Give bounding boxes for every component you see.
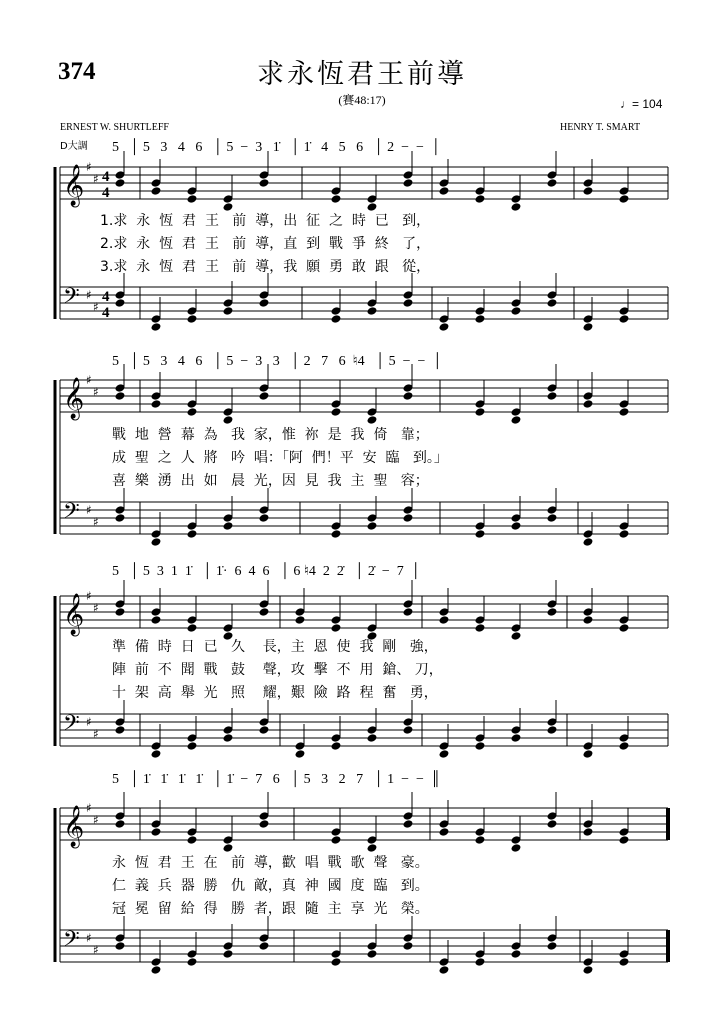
bass-note — [367, 949, 378, 959]
sharp-sign: ♯ — [93, 385, 99, 399]
bass-note — [151, 749, 162, 759]
treble-note — [151, 399, 162, 409]
bass-note — [403, 513, 414, 523]
lyric-line-2-verse-3: 喜 樂 湧 出 如 晨 光，因 見 我 主 聖 容； — [112, 473, 429, 489]
bass-note — [223, 306, 234, 316]
treble-note — [511, 843, 522, 853]
bass-note — [511, 733, 522, 743]
treble-note — [187, 194, 198, 204]
treble-note — [115, 178, 126, 188]
lyric-line-1-verse-2: 2.求 永 恆 君 王 前 導，直 到 戰 爭 終 了， — [100, 236, 431, 252]
treble-note — [115, 391, 126, 401]
jianpu-line-3: 5 │ 5 3 1 1̇ │ 1̇· 6 4 6 │ 6 ♮4 2 2̇ │ 2̇ − 7 │ — [112, 564, 421, 579]
treble-note — [547, 819, 558, 829]
scripture-reference: (賽48:17) — [338, 93, 386, 107]
time-signature: 4 — [102, 305, 110, 321]
treble-note — [475, 194, 486, 204]
treble-note — [331, 623, 342, 633]
bass-note — [547, 941, 558, 951]
bass-note — [439, 965, 450, 975]
treble-note — [331, 407, 342, 417]
treble-note — [151, 827, 162, 837]
treble-note — [511, 202, 522, 212]
bass-note — [367, 521, 378, 531]
bass-note — [439, 322, 450, 332]
bass-note — [367, 733, 378, 743]
bass-note — [511, 306, 522, 316]
treble-note — [259, 178, 270, 188]
lyric-line-2-verse-1: 戰 地 營 幕 為 我 家，惟 祢 是 我 倚 靠； — [112, 427, 429, 443]
bass-note — [331, 741, 342, 751]
bass-note — [331, 529, 342, 539]
sharp-sign: ♯ — [93, 813, 99, 827]
tempo-marking: ♩= 104 — [620, 97, 663, 111]
sharp-sign: ♯ — [93, 727, 99, 741]
treble-note — [223, 843, 234, 853]
bass-clef: 𝄢 — [63, 927, 80, 957]
treble-note — [331, 835, 342, 845]
bass-note — [583, 965, 594, 975]
treble-note — [223, 202, 234, 212]
bass-note — [151, 965, 162, 975]
time-signature: 4 — [102, 289, 110, 305]
treble-note — [619, 623, 630, 633]
bass-note — [547, 298, 558, 308]
bass-note — [259, 941, 270, 951]
treble-note — [151, 615, 162, 625]
sharp-sign: ♯ — [86, 288, 92, 302]
lyric-line-4-verse-2: 仁 義 兵 器 勝 仇 敵，真 神 國 度 臨 到。 — [112, 878, 429, 894]
lyric-line-2-verse-2: 成 聖 之 人 將 吟 唱：「阿 們！平 安 臨 到。」 — [112, 450, 448, 466]
bass-note — [187, 957, 198, 967]
bass-note — [511, 521, 522, 531]
treble-note — [583, 186, 594, 196]
bass-note — [511, 949, 522, 959]
treble-note — [259, 819, 270, 829]
sharp-sign: ♯ — [86, 503, 92, 517]
treble-note — [439, 615, 450, 625]
lyricist-name: ERNEST W. SHURTLEFF — [60, 122, 169, 133]
treble-note — [583, 399, 594, 409]
treble-note — [475, 407, 486, 417]
treble-note — [187, 835, 198, 845]
treble-note — [187, 407, 198, 417]
treble-note — [367, 843, 378, 853]
bass-note — [619, 314, 630, 324]
treble-note — [583, 827, 594, 837]
bass-note — [619, 741, 630, 751]
treble-note — [367, 415, 378, 425]
lyric-line-1-verse-1: 1.求 永 恆 君 王 前 導，出 征 之 時 已 到， — [100, 213, 431, 229]
treble-note — [583, 615, 594, 625]
bass-clef: 𝄢 — [63, 499, 80, 529]
treble-note — [511, 631, 522, 641]
jianpu-line-1: 5 │ 5 3 4 6 │ 5 − 3 1̇ │ 1̇ 4 5 6 │ 2 − − │ — [112, 140, 441, 155]
sharp-sign: ♯ — [93, 601, 99, 615]
treble-note — [151, 186, 162, 196]
bass-note — [187, 529, 198, 539]
treble-note — [331, 194, 342, 204]
treble-note — [367, 631, 378, 641]
treble-note — [547, 391, 558, 401]
bass-note — [151, 537, 162, 547]
treble-note — [475, 623, 486, 633]
treble-note — [115, 607, 126, 617]
jianpu-line-2: 5 │ 5 3 4 6 │ 5 − 3 3 │ 2 7 6 ♮4 │ 5 − − │ — [112, 354, 443, 369]
treble-note — [259, 391, 270, 401]
bass-note — [115, 513, 126, 523]
treble-note — [295, 615, 306, 625]
bass-note — [583, 749, 594, 759]
treble-note — [223, 415, 234, 425]
bass-note — [475, 314, 486, 324]
sharp-sign: ♯ — [86, 801, 92, 815]
bass-note — [295, 749, 306, 759]
time-signature: 4 — [102, 169, 110, 185]
bass-note — [259, 513, 270, 523]
bass-clef: 𝄢 — [63, 711, 80, 741]
lyric-line-1-verse-3: 3.求 永 恆 君 王 前 導，我 願 勇 敢 跟 從， — [100, 259, 431, 275]
treble-note — [403, 819, 414, 829]
bass-note — [223, 949, 234, 959]
bass-note — [151, 322, 162, 332]
bass-note — [367, 306, 378, 316]
bass-note — [403, 941, 414, 951]
bass-note — [403, 298, 414, 308]
treble-clef: 𝄞 — [63, 594, 85, 635]
bass-note — [331, 314, 342, 324]
sharp-sign: ♯ — [93, 300, 99, 314]
hymn-title: 求永恆君王前導 — [257, 59, 467, 90]
lyric-line-3-verse-1: 準 備 時 日 已 久 長，主 恩 使 我 剛 強， — [112, 639, 438, 655]
sharp-sign: ♯ — [86, 715, 92, 729]
treble-note — [619, 835, 630, 845]
treble-note — [223, 631, 234, 641]
bass-note — [583, 537, 594, 547]
treble-note — [619, 194, 630, 204]
treble-clef: 𝄞 — [63, 165, 85, 206]
treble-note — [367, 202, 378, 212]
lyric-line-4-verse-1: 永 恆 君 王 在 前 導，歡 唱 戰 歌 聲 豪。 — [112, 855, 429, 871]
bass-note — [187, 741, 198, 751]
lyric-line-4-verse-3: 冠 冕 留 給 得 勝 者，跟 隨 主 享 光 榮。 — [112, 901, 429, 917]
bass-note — [331, 957, 342, 967]
treble-note — [259, 607, 270, 617]
sharp-sign: ♯ — [86, 589, 92, 603]
sharp-sign: ♯ — [86, 931, 92, 945]
bass-note — [259, 298, 270, 308]
bass-note — [583, 322, 594, 332]
sharp-sign: ♯ — [93, 172, 99, 186]
bass-clef: 𝄢 — [63, 284, 80, 314]
treble-note — [115, 819, 126, 829]
bass-note — [115, 298, 126, 308]
bass-note — [475, 741, 486, 751]
treble-note — [439, 186, 450, 196]
bass-note — [223, 733, 234, 743]
treble-note — [403, 607, 414, 617]
sharp-sign: ♯ — [86, 160, 92, 174]
bass-note — [403, 725, 414, 735]
bass-note — [439, 749, 450, 759]
lyric-line-3-verse-2: 陣 前 不 聞 戰 鼓 聲，攻 擊 不 用 鎗、 刀， — [112, 662, 443, 678]
treble-note — [475, 835, 486, 845]
treble-note — [511, 415, 522, 425]
treble-note — [439, 827, 450, 837]
hymn-number: 374 — [58, 58, 96, 85]
key-signature-label: D大調 — [60, 141, 88, 152]
bass-note — [475, 957, 486, 967]
sharp-sign: ♯ — [93, 515, 99, 529]
bass-note — [547, 725, 558, 735]
bass-note — [619, 529, 630, 539]
bass-note — [187, 314, 198, 324]
jianpu-line-4: 5 │ 1̇ 1̇ 1̇ 1̇ │ 1̇ − 7 6 │ 5 3 2 7 │ 1 − − ║ — [112, 772, 441, 787]
lyric-line-3-verse-3: 十 架 高 舉 光 照 耀，艱 險 路 程 奮 勇， — [112, 685, 438, 701]
treble-note — [403, 391, 414, 401]
bass-note — [547, 513, 558, 523]
treble-clef: 𝄞 — [63, 378, 85, 419]
bass-note — [259, 725, 270, 735]
time-signature: 4 — [102, 185, 110, 201]
treble-note — [619, 407, 630, 417]
bass-note — [115, 941, 126, 951]
bass-note — [475, 529, 486, 539]
composer-name: HENRY T. SMART — [560, 122, 641, 133]
sharp-sign: ♯ — [93, 943, 99, 957]
treble-clef: 𝄞 — [63, 806, 85, 847]
treble-note — [187, 623, 198, 633]
sharp-sign: ♯ — [86, 373, 92, 387]
treble-note — [547, 607, 558, 617]
treble-note — [403, 178, 414, 188]
bass-note — [115, 725, 126, 735]
bass-note — [223, 521, 234, 531]
bass-note — [619, 957, 630, 967]
treble-note — [547, 178, 558, 188]
